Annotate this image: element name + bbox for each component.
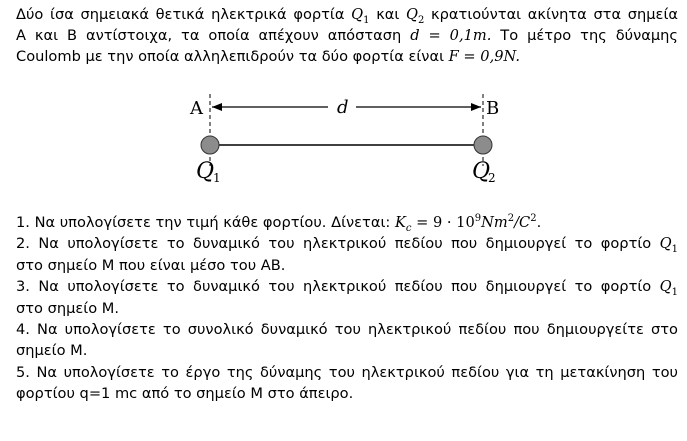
intro-text: Το μέτρο της δύναμης [491, 27, 678, 44]
task-2-cont: στο σημείο Μ που είναι μέσο του ΑΒ. [16, 256, 286, 274]
kc-subscript: c [405, 222, 412, 234]
kc-unit-exponent: 2 [530, 213, 537, 225]
q1-subscript: 1 [363, 14, 370, 26]
kc-exponent: 9 [474, 213, 482, 225]
q2-symbol: Q [406, 6, 418, 23]
charge-q1 [201, 136, 219, 154]
q1-symbol: Q [351, 6, 364, 23]
q1-symbol: Q [659, 235, 672, 253]
charge-q2 [474, 136, 492, 154]
label-q1-sub: 1 [213, 171, 221, 185]
task-4-cont: σημείο Μ. [16, 342, 88, 360]
intro-text: Δύο ίσα σημειακά θετικά ηλεκτρικά φορτία [16, 6, 352, 23]
task-text: . [536, 214, 542, 231]
intro-text: κρατιούνται ακίνητα στα σημεία [424, 6, 678, 23]
kc-symbol: K [394, 214, 406, 231]
task-5: 5. Να υπολογίσετε το έργο της δύναμης του ηλεκτρικού πεδίου για τη μετακίνηση του [16, 363, 678, 381]
intro-text: Coulomb με την οποία αλληλεπιδρούν τα δύο φορτία είναι [16, 48, 449, 65]
kc-unit: Nm [481, 214, 508, 231]
task-3 [16, 276, 678, 297]
intro-text: Α και Β αντίστοιχα, τα οποία απέχουν απόσταση [16, 27, 411, 44]
task-text: 3. Να υπολογίσετε το δυναμικό του ηλεκτρικού πεδίου που δημιουργεί το φορτίο [16, 278, 660, 296]
q1-subscript: 1 [671, 244, 678, 256]
kc-unit-exponent: 2 [507, 213, 515, 225]
label-q2-sub: 2 [488, 171, 496, 185]
q1-symbol: Q [659, 278, 672, 296]
label-a: A [190, 98, 203, 119]
label-q2: Q [472, 159, 491, 184]
q1-subscript: 1 [671, 287, 678, 299]
kc-unit: /C [514, 214, 531, 231]
task-4: 4. Να υπολογίσετε το συνολικό δυναμικό του ηλεκτρικού πεδίου που δημιουργείτε στο [16, 321, 678, 339]
task-2 [16, 233, 678, 254]
distance-expression: d = 0,1m. [410, 27, 492, 44]
kc-value: = 9 · 10 [411, 214, 475, 231]
task-1 [16, 212, 678, 233]
intro-text: και [369, 6, 407, 23]
task-list [16, 212, 678, 405]
label-b: B [486, 98, 500, 119]
task-text: 2. Να υπολογίσετε το δυναμικό του ηλεκτρικού πεδίου που δημιουργεί το φορτίο [16, 235, 660, 253]
charges-figure [0, 0, 687, 200]
force-expression: F = 0,9N. [448, 48, 520, 65]
task-text: 1. Να υπολογίσετε την τιμή κάθε φορτίου. Δίνεται: [16, 214, 395, 231]
q2-subscript: 2 [418, 14, 425, 26]
label-q1: Q [196, 159, 215, 184]
task-5-cont: φορτίου q=1 mc από το σημείο Μ στο άπειρο. [16, 385, 354, 403]
label-d: d [337, 97, 349, 118]
task-3-cont: στο σημείο Μ. [16, 299, 120, 317]
